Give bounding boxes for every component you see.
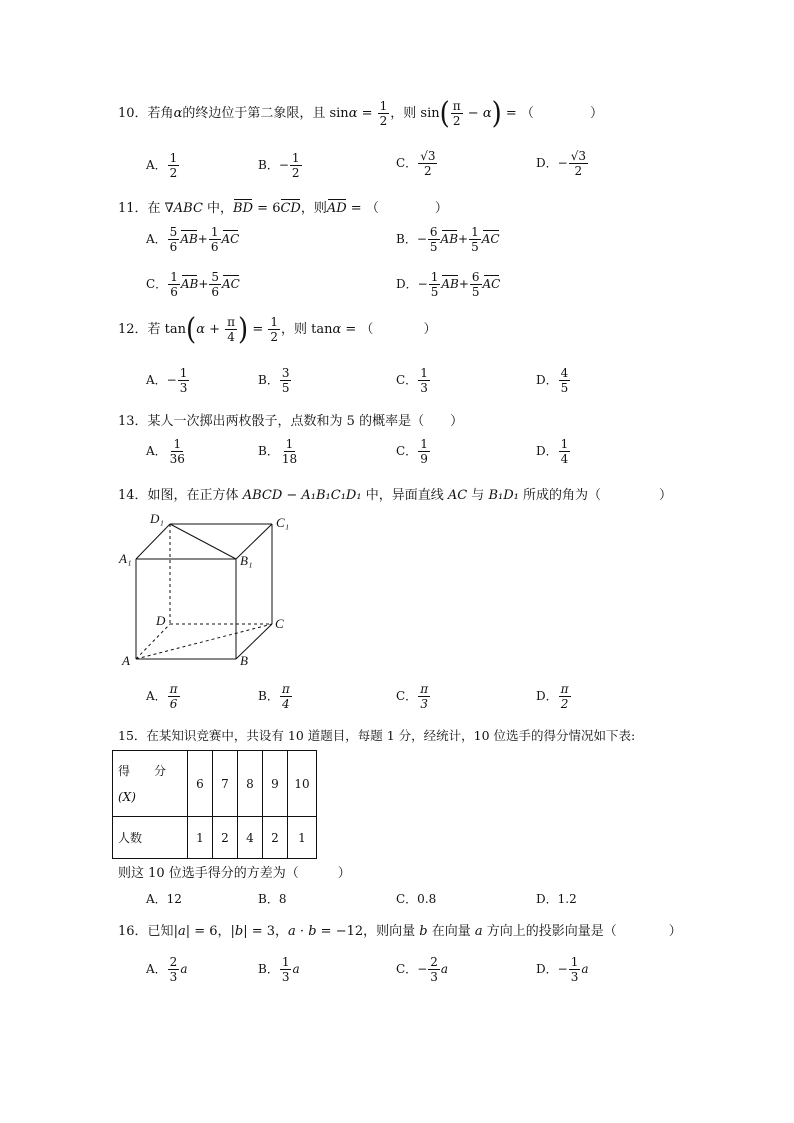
option-10-b[interactable]: B．− $\frac{1}{2}$ [258, 151, 300, 180]
score-table [112, 750, 317, 859]
option-11-a[interactable]: A． $\frac{5}{6}$ AB+ $\frac{1}{6}$ AC [146, 225, 240, 254]
option-12-b[interactable]: B． $\frac{3}{5}$ [258, 366, 290, 395]
question-15: 15．在某知识竞赛中，共设有 10 道题目，每题 1 分，经统计，10 位选手的得分情况如下表: [118, 728, 636, 743]
table-cell: 4 [238, 817, 263, 859]
option-11-c[interactable]: C． $\frac{1}{6}$ AB+ $\frac{5}{6}$ AC [146, 270, 240, 299]
label-b: B [240, 653, 248, 668]
option-14-d[interactable]: D． $\frac{\pi}{2}$ [536, 682, 569, 711]
label-d1: D₁ [150, 513, 164, 526]
option-15-c[interactable]: C．0.8 [396, 892, 437, 906]
option-11-d[interactable]: D．− $\frac{1}{5}$ AB+ $\frac{6}{5}$ AC [396, 270, 501, 299]
table-cell: 8 [238, 751, 263, 817]
question-14: 14．如图，在正方体 ABCD − A₁B₁C₁D₁ 中，异面直线 AC 与 B₁D₁ 所成的角为（ ） [118, 488, 672, 503]
label-d: D [156, 613, 166, 628]
table-cell: 6 [188, 751, 213, 817]
option-15-b[interactable]: B．8 [258, 892, 287, 906]
option-14-b[interactable]: B． $\frac{\pi}{4}$ [258, 682, 290, 711]
question-12: 12．若 tan(α + $\frac{\pi}{4}$ ) = $\frac{1}{2}$ ，则 tanα = （ ） [118, 312, 437, 347]
option-16-b[interactable]: B． $\frac{1}{3}$ a [258, 955, 300, 984]
question-16: 16．已知|a| = 6，|b| = 3，a · b = −12，则向量 b 在向量 a 方向上的投影向量是（ ） [118, 924, 682, 939]
cube-diagram [118, 513, 298, 673]
option-12-a[interactable]: A．− $\frac{1}{3}$ [146, 366, 188, 395]
option-15-d[interactable]: D．1.2 [536, 892, 577, 906]
option-13-c[interactable]: C． $\frac{1}{9}$ [396, 437, 428, 466]
option-14-a[interactable]: A． $\frac{\pi}{6}$ [146, 682, 178, 711]
option-12-d[interactable]: D． $\frac{4}{5}$ [536, 366, 569, 395]
label-c: C [275, 616, 284, 631]
question-15-prompt: 则这 10 位选手得分的方差为（ ） [118, 866, 351, 881]
table-cell: 1 [288, 817, 317, 859]
table-cell: 2 [263, 817, 288, 859]
option-16-a[interactable]: A． $\frac{2}{3}$ a [146, 955, 188, 984]
option-16-d[interactable]: D．− $\frac{1}{3}$ a [536, 955, 589, 984]
option-10-c[interactable]: C． $\frac{√3}{2}$ [396, 149, 436, 178]
option-10-a[interactable]: A． $\frac{1}{2}$ [146, 151, 178, 180]
question-13: 13．某人一次掷出两枚骰子，点数和为 5 的概率是（ ） [118, 414, 464, 429]
label-c1: C₁ [276, 515, 290, 530]
option-14-c[interactable]: C． $\frac{\pi}{3}$ [396, 682, 429, 711]
option-11-b[interactable]: B．− $\frac{6}{5}$ AB+ $\frac{1}{5}$ AC [396, 225, 500, 254]
option-13-d[interactable]: D． $\frac{1}{4}$ [536, 437, 569, 466]
option-10-d[interactable]: D．− $\frac{√3}{2}$ [536, 149, 586, 178]
table-cell: 9 [263, 751, 288, 817]
question-10: 10．若角α的终边位于第二象限，且 sinα = $\frac{1}{2}$ ，则 sin( $\frac{\pi}{2}$ − α) = （ ） [118, 96, 603, 131]
fraction: $\frac{1}{2}$ [379, 99, 388, 128]
table-cell: 2 [213, 817, 238, 859]
option-13-a[interactable]: A． $\frac{1}{36}$ [146, 437, 185, 466]
option-15-a[interactable]: A．12 [146, 892, 182, 906]
label-b1: B₁ [240, 553, 253, 568]
option-16-c[interactable]: C．− $\frac{2}{3}$ a [396, 955, 449, 984]
option-12-c[interactable]: C． $\frac{1}{3}$ [396, 366, 428, 395]
table-cell: 7 [213, 751, 238, 817]
table-cell: 10 [288, 751, 317, 817]
option-13-b[interactable]: B． $\frac{1}{18}$ [258, 437, 298, 466]
table-header-count: 人数 [113, 817, 188, 859]
label-a1: A₁ [119, 551, 132, 566]
question-11: 11．在 ∇ABC 中，BD = 6CD，则AD = （ ） [118, 201, 448, 216]
label-a: A [122, 653, 130, 668]
table-cell: 1 [188, 817, 213, 859]
table-header-score: 得 分 (X) [113, 751, 188, 817]
